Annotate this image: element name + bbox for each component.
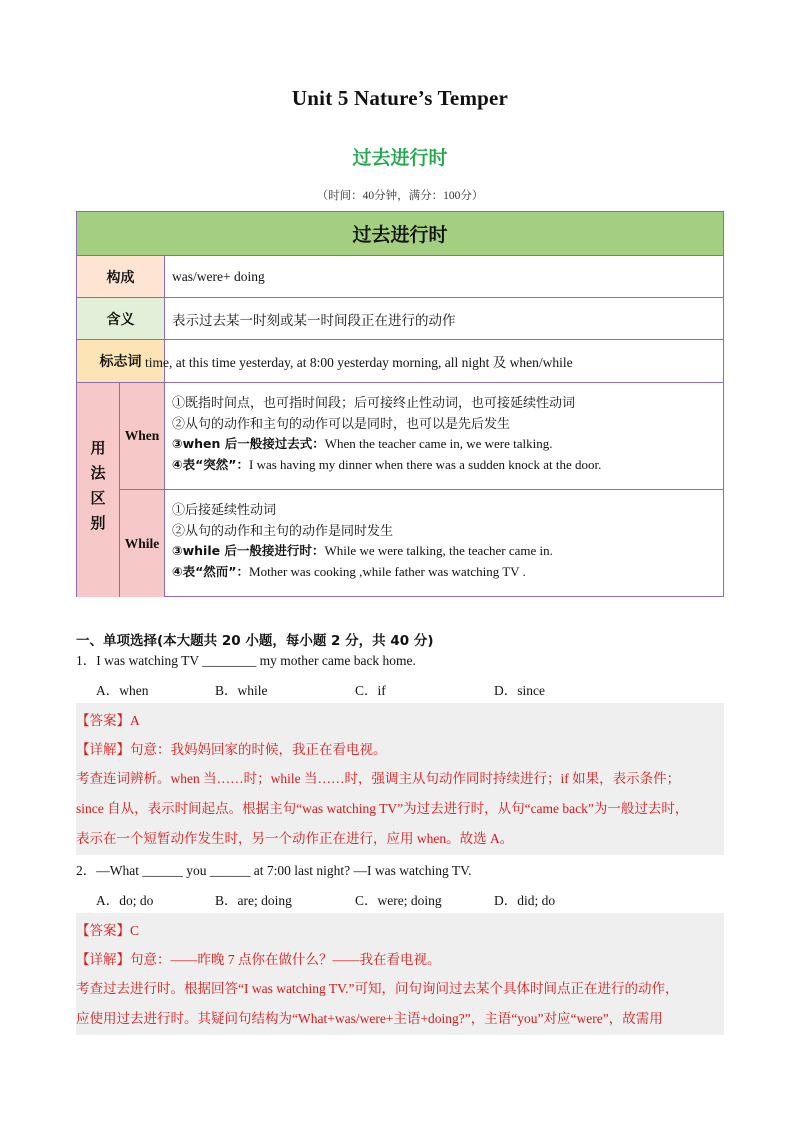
option-c: C．if: [355, 683, 386, 698]
question-1-options: [96, 679, 696, 699]
option-a: A．when: [96, 683, 149, 698]
detail-line: 表示在一个短暂动作发生时，另一个动作正在进行，应用 when。故选 A。: [76, 831, 514, 846]
question-2-options: [96, 889, 696, 909]
section-title: 一、单项选择(本大题共 20 小题，每小题 2 分，共 40 分): [76, 633, 434, 649]
row-value-signal-words: time, at this time yesterday, at 8:00 yesterday morning, all night 及 when/while: [143, 340, 723, 383]
when-usage: [165, 383, 723, 490]
row-label-signal-words: 标志词: [77, 340, 165, 383]
while-line-3: ③while 后一般接进行时：While we were talking, the teacher came in.: [172, 543, 553, 558]
row-label-structure: 构成: [77, 256, 165, 298]
detail-line: 考查连词辨析。when 当……时；while 当……时，强调主从句动作同时持续进行；if 如果，表示条件；: [76, 771, 681, 786]
while-line-2: ②从句的动作和主句的动作是同时发生: [172, 522, 394, 538]
when-line-3: ③when 后一般接过去式：When the teacher came in, we were talking.: [172, 436, 553, 451]
row-label-meaning: 含义: [77, 298, 165, 340]
question-2-answer-box: [76, 913, 724, 1035]
grammar-table-header: 过去进行时: [77, 212, 723, 256]
row-value-structure: was/were+ doing: [165, 256, 723, 298]
option-d: D．did; do: [494, 893, 556, 908]
answer-label: 【答案】A: [76, 713, 140, 728]
row-value-meaning: 表示过去某一时刻或某一时间段正在进行的动作: [165, 298, 723, 340]
option-b: B．while: [215, 683, 268, 698]
while-usage: [165, 490, 723, 597]
when-line-4: ④表“突然”：I was having my dinner when there was a sudden knock at the door.: [172, 456, 602, 472]
while-line-1: ①后接延续性动词: [172, 502, 277, 517]
option-d: D．since: [494, 683, 545, 698]
topic-title: 过去进行时: [352, 147, 448, 169]
when-label: When: [120, 383, 165, 490]
usage-label-text: 用法区别: [88, 440, 107, 540]
detail-line: 考查过去进行时。根据回答“I was watching TV.”可知，问句询问过去某个具体时间点正在进行的动作，: [76, 981, 679, 996]
detail-line: since 自从，表示时间起点。根据主句“was watching TV”为过去进行时，从句“came back”为一般过去时，: [76, 801, 689, 816]
while-label: While: [120, 490, 165, 597]
option-b: B．are; doing: [215, 893, 292, 908]
time-score-note: （时间：40分钟，满分：100分）: [316, 190, 484, 202]
grammar-table: [76, 211, 724, 597]
detail-line: 应使用过去进行时。其疑问句结构为“What+was/were+主语+doing?”，主语“you”对应“were”，故需用: [76, 1011, 663, 1026]
detail-line: 【详解】句意：我妈妈回家的时候，我正在看电视。: [76, 742, 387, 757]
when-line-2: ②从句的动作和主句的动作可以是同时，也可以是先后发生: [172, 415, 511, 431]
page-title: Unit 5 Nature’s Temper: [291, 86, 509, 110]
usage-label: [77, 383, 120, 597]
when-line-1: ①既指时间点，也可指时间段；后可接终止性动词，也可接延续性动词: [172, 395, 576, 410]
question-1-stem: 1．I was watching TV ________ my mother came back home.: [76, 653, 416, 668]
question-2-stem: 2．—What ______ you ______ at 7:00 last night? —I was watching TV.: [76, 863, 472, 878]
option-a: A．do; do: [96, 893, 154, 908]
option-c: C．were; doing: [355, 893, 442, 908]
detail-line: 【详解】句意：——昨晚 7 点你在做什么？——我在看电视。: [76, 952, 441, 967]
answer-label: 【答案】C: [76, 923, 140, 938]
question-1-answer-box: [76, 703, 724, 855]
while-line-4: ④表“然而”：Mother was cooking ,while father was watching TV .: [172, 563, 526, 579]
